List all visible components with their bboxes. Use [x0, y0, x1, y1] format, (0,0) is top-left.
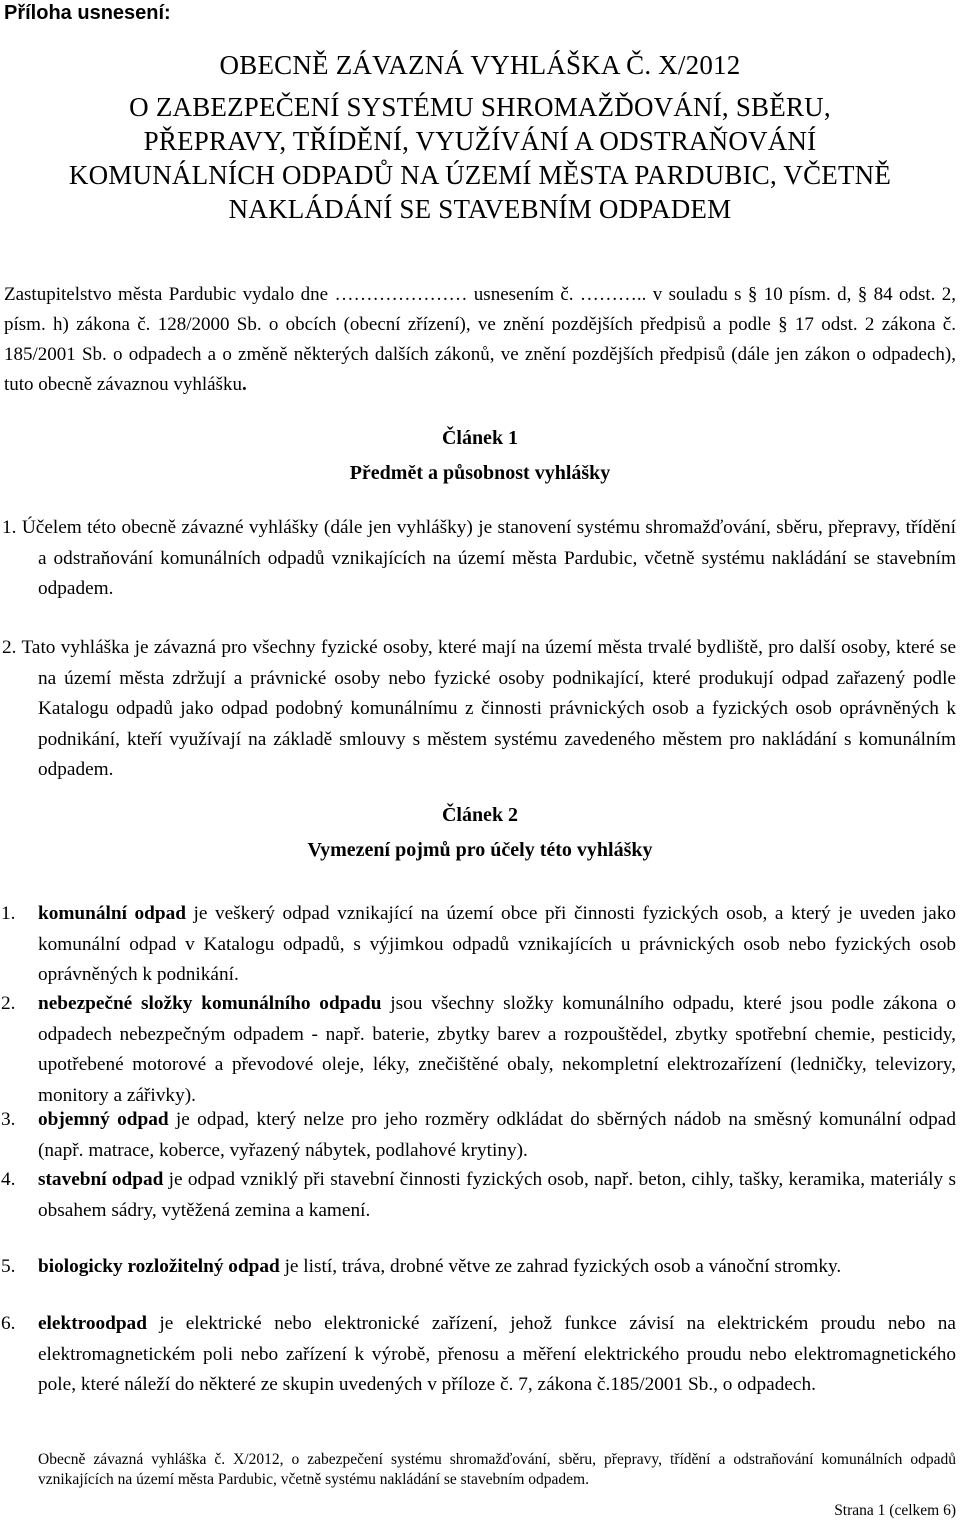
definition-item — [1, 989, 956, 1111]
title-line-2: O ZABEZPEČENÍ SYSTÉMU SHROMAŽĎOVÁNÍ, SBĚRU, — [129, 92, 831, 122]
intro-text: Zastupitelstvo města Pardubic vydalo dne ………………… usnesením č. ……….. v souladu s § 10 písm. d, § 84 odst. 2, písm. h) zákona č. 128/2000 Sb. o obcích (obecní zřízení), ve znění pozdějších předpisů a podle § 17 odst. 2 zákona č. 185/2001 Sb. o odpadech a o změně některých dalších zákonů, ve znění pozdějších předpisů (dále jen zákon o odpadech), tuto obecně závaznou vyhlášku — [4, 284, 956, 395]
definition-item — [1, 1252, 868, 1283]
item-number: 1. — [1, 903, 16, 924]
item-term: objemný odpad — [38, 1109, 169, 1130]
title-line-1: OBECNĚ ZÁVAZNÁ VYHLÁŠKA Č. X/2012 — [219, 50, 741, 80]
item-text: je listí, tráva, drobné větve ze zahrad fyzických osob a vánoční stromky. — [279, 1256, 842, 1277]
item-number: 3. — [1, 1109, 16, 1130]
attachment-label: Příloha usnesení: — [4, 2, 171, 24]
item-text: je odpad vzniklý při stavební činnosti fyzických osob, např. beton, cihly, tašky, keramika, materiály s obsahem sádry, vytěžená zemina a kamení. — [38, 1169, 956, 1221]
title-line-4: KOMUNÁLNÍCH ODPADŮ NA ÚZEMÍ MĚSTA PARDUBIC, VČETNĚ — [68, 160, 892, 190]
definition-item — [1, 1165, 956, 1226]
article-1-subheading: Předmět a působnost vyhlášky — [349, 462, 611, 484]
item-text: je veškerý odpad vznikající na území obce při činnosti fyzických osob, a který je uveden jako komunální odpad v Katalogu odpadů, s výjimkou odpadů vznikajících u právnických osob nebo fyzických osob oprávněných k podnikání. — [38, 903, 956, 985]
article-1-paragraph-2: 2. Tato vyhláška je závazná pro všechny fyzické osoby, které mají na území města trvalé bydliště, pro další osoby, které se na území města zdržují a právnické osoby nebo fyzické osoby podnikající, které produkují odpad zařazený podle Katalogu odpadů jako odpad podobný komunálnímu z činnosti právnických osob a fyzických osob oprávněných k podnikání, kteří využívají na základě smlouvy s městem systému zavedeného městem pro nakládání s komunálním odpadem. — [2, 637, 956, 780]
item-text: je odpad, který nelze pro jeho rozměry odkládat do sběrných nádob na směsný komunální odpad (např. matrace, koberce, vyřazený nábytek, podlahové krytiny). — [38, 1109, 956, 1161]
intro-paragraph — [4, 280, 956, 400]
title-line-5: NAKLÁDÁNÍ SE STAVEBNÍM ODPADEM — [228, 194, 732, 224]
title-line-3: PŘEPRAVY, TŘÍDĚNÍ, VYUŽÍVÁNÍ A ODSTRAŇOVÁNÍ — [143, 126, 817, 156]
article-2-heading: Článek 2 — [441, 804, 519, 826]
article-1-paragraph-1: 1. Účelem této obecně závazné vyhlášky (dále jen vyhlášky) je stanovení systému shromažďování, sběru, přepravy, třídění a odstraňování komunálních odpadů vznikajících na území města Pardubic, včetně systému nakládání se stavebním odpadem. — [2, 517, 956, 599]
item-term: nebezpečné složky komunálního odpadu — [38, 993, 382, 1014]
definition-item — [1, 899, 956, 991]
article-1-heading: Článek 1 — [441, 427, 519, 449]
intro-end: . — [241, 374, 247, 395]
item-number: 2. — [1, 993, 16, 1014]
item-text: je elektrické nebo elektronické zařízení, jehož funkce závisí na elektrickém proudu nebo na elektromagnetickém poli nebo zařízení k výrobě, přenosu a měření elektrického proudu nebo elektromagnetického pole, které náleží do některé ze skupin uvedených v příloze č. 7, zákona č.185/2001 Sb., o odpadech. — [38, 1313, 956, 1395]
item-number: 4. — [1, 1169, 16, 1190]
article-2-subheading: Vymezení pojmů pro účely této vyhlášky — [307, 839, 653, 861]
item-term: komunální odpad — [38, 903, 186, 924]
item-term: biologicky rozložitelný odpad — [38, 1256, 280, 1277]
item-term: stavební odpad — [38, 1169, 164, 1190]
definition-item — [1, 1105, 956, 1166]
item-number: 5. — [1, 1256, 16, 1277]
item-term: elektroodpad — [38, 1313, 147, 1334]
page-number: Strana 1 (celkem 6) — [834, 1502, 956, 1519]
definition-item — [1, 1309, 956, 1401]
footer-text: Obecně závazná vyhláška č. X/2012, o zabezpečení systému shromažďování, sběru, přepravy, třídění a odstraňování komunálních odpadů vznikajících na území města Pardubic, včetně systému nakládání se stavebním odpadem. — [38, 1451, 956, 1488]
item-text: jsou všechny složky komunálního odpadu, které jsou podle zákona o odpadech nebezpečným odpadem - např. baterie, zbytky barev a rozpouštědel, zbytky spotřební chemie, pesticidy, upotřebené motorové a převodové oleje, léky, znečištěné obaly, nekompletní elektrozařízení (ledničky, televizory, monitory a zářivky). — [38, 993, 956, 1106]
item-number: 6. — [1, 1313, 16, 1334]
